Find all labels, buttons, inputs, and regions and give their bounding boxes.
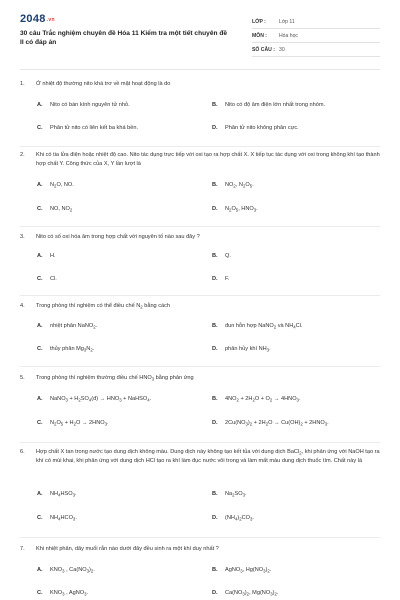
question-text: Khi có tia lửa điện hoặc nhiệt độ cao. Nito tác dụng trực tiếp với oxi tạo ra hợp chất X. X tiếp tục tác dụng với oxi trong không khí tạo thành hợp chất Y. Công thức của X, Y lần lượt là <box>36 152 380 168</box>
option-a[interactable] <box>37 181 74 189</box>
option-text: NaNO$_3$ + $H_2SO_4(đ) \to HNO_3$ + NaHSO$_4$. <box>50 396 152 403</box>
question-1 <box>20 80 385 89</box>
question-2 <box>20 151 385 169</box>
option-letter: C. <box>37 515 43 521</box>
question-number: 2. <box>20 152 25 158</box>
option-d[interactable] <box>212 275 229 283</box>
option-letter: A. <box>37 253 43 259</box>
option-text: NO, $NO_2$ <box>50 206 73 213</box>
meta-table <box>252 15 380 57</box>
option-text: $KNO_3$ , $Ca(NO_3)_2$. <box>50 567 95 574</box>
option-a[interactable] <box>37 252 56 260</box>
option-text: $Na_2SO_3$. <box>225 491 247 498</box>
option-c[interactable] <box>37 514 77 522</box>
question-divider <box>20 226 380 227</box>
meta-row-class <box>252 15 380 29</box>
option-text: Nito có bán kính nguyên tử nhỏ. <box>50 102 130 108</box>
option-d[interactable] <box>212 589 278 597</box>
option-c[interactable] <box>37 275 57 283</box>
option-text: AgNO$_3$, $Hg(NO_3)_2$. <box>225 567 272 574</box>
question-divider <box>20 146 380 147</box>
question-number: 5. <box>20 375 25 381</box>
option-d[interactable] <box>212 205 258 213</box>
option-letter: C. <box>37 276 43 282</box>
option-text: $Ca(NO_3)_2$, $Mg(NO_3)_2$. <box>225 590 279 597</box>
option-text: $N_2O$, NO. <box>50 182 74 189</box>
option-text: $NO_2$, $N_2O_5$. <box>225 182 254 189</box>
page-header <box>0 0 400 62</box>
question-number: 3. <box>20 234 25 240</box>
option-b[interactable] <box>212 395 301 403</box>
option-letter: A. <box>37 491 43 497</box>
option-letter: B. <box>212 491 218 497</box>
option-letter: D. <box>212 590 218 596</box>
option-letter: D. <box>212 276 218 282</box>
option-a[interactable] <box>37 395 151 403</box>
question-6 <box>20 448 385 466</box>
question-divider <box>20 366 380 367</box>
meta-key: LỚP : <box>252 18 266 25</box>
option-letter: A. <box>37 396 43 402</box>
option-letter: D. <box>212 420 218 426</box>
option-text: $4NO_2 + 2H_2O + O_2 \to 4HNO_3$. <box>225 396 301 403</box>
question-text: Trong phòng thí nghiệm thường điều chế $HNO_3$ bằng phản ứng <box>36 375 194 382</box>
meta-row-count <box>252 43 380 57</box>
meta-value: Lớp 11 <box>279 18 295 25</box>
option-a[interactable] <box>37 322 97 330</box>
option-letter: C. <box>37 206 43 212</box>
option-letter: B. <box>212 102 218 108</box>
question-4 <box>20 302 385 311</box>
logo-suffix: .vn <box>46 17 55 23</box>
option-c[interactable] <box>37 419 109 427</box>
option-c[interactable] <box>37 345 94 353</box>
option-text: nhiệt phân NaNO$_2$. <box>50 323 98 330</box>
question-divider <box>20 295 380 296</box>
meta-value: Hóa học <box>279 32 298 39</box>
option-d[interactable] <box>212 419 329 427</box>
option-text: Phân tử nito có liên kết ba khá bền. <box>50 125 139 131</box>
question-number: 7. <box>20 546 25 552</box>
option-letter: D. <box>212 206 218 212</box>
option-text: Cl. <box>50 276 57 282</box>
question-text: Trong phòng thí nghiệm có thể điều chế $N_2$ bằng cách <box>36 303 171 310</box>
option-text: đun hỗn hợp NaNO$_2$ và $NH_4Cl$. <box>225 323 303 330</box>
option-b[interactable] <box>212 252 231 260</box>
option-letter: B. <box>212 323 218 329</box>
option-b[interactable] <box>212 566 271 574</box>
option-c[interactable] <box>37 124 138 132</box>
option-text: thủy phân $Mg_3N_2$. <box>50 346 95 353</box>
option-letter: B. <box>212 253 218 259</box>
question-number: 4. <box>20 303 25 309</box>
question-number: 1. <box>20 81 25 87</box>
option-c[interactable] <box>37 205 72 213</box>
option-a[interactable] <box>37 101 130 109</box>
question-divider <box>20 537 380 538</box>
meta-key: SỐ CÂU : <box>252 46 275 53</box>
option-text: $NH_4HSO_3$. <box>50 491 77 498</box>
meta-key: MÔN : <box>252 32 267 39</box>
option-letter: C. <box>37 420 43 426</box>
logo-text: 2048 <box>20 13 46 25</box>
option-a[interactable] <box>37 490 77 498</box>
option-letter: A. <box>37 182 43 188</box>
option-letter: A. <box>37 323 43 329</box>
meta-row-subject <box>252 29 380 43</box>
option-letter: B. <box>212 396 218 402</box>
site-logo[interactable] <box>20 13 55 25</box>
option-d[interactable] <box>212 514 254 522</box>
option-letter: A. <box>37 567 43 573</box>
option-c[interactable] <box>37 589 88 597</box>
option-text: $NH_4HCO_3$. <box>50 515 77 522</box>
page-title: 30 câu Trắc nghiệm chuyên đề Hóa 11 Kiểm tra một tiết chuyên đề II có đáp án <box>20 30 228 46</box>
question-3 <box>20 233 385 242</box>
option-b[interactable] <box>212 322 303 330</box>
question-5 <box>20 374 385 383</box>
question-text: Khi nhiệt phân, dãy muối rắn nào dưới đây đều sinh ra một khí duy nhất ? <box>36 546 219 552</box>
option-text: Nito có độ âm điện lớn nhất trong nhóm. <box>225 102 326 108</box>
option-letter: B. <box>212 567 218 573</box>
option-letter: A. <box>37 102 43 108</box>
option-letter: C. <box>37 346 43 352</box>
question-text: Hợp chất X tan trong nước tạo dung dịch không màu. Dung dịch này không tạo kết tủa với dung dịch BaCl$_2$, khi phản ứng với NaOH tạo ra khí có mùi khai, khi phản ứng với dung dịch HCl tạo ra khí làm đục nước vôi trong và làm mất màu dung dịch thuốc tím. Chất này là <box>36 449 380 465</box>
option-d[interactable] <box>212 124 299 132</box>
option-a[interactable] <box>37 566 95 574</box>
option-letter: C. <box>37 125 43 131</box>
option-text: $N_2O_5$, $HNO_3$. <box>225 206 258 213</box>
option-text: $2Cu(NO_3)_2 + 2H_2O \to Cu(OH)_2 + 2HNO_3$. <box>225 420 329 427</box>
option-text: $(NH_4)_2CO_3$. <box>225 515 254 522</box>
option-text: phân hủy khí $NH_3$. <box>225 346 271 353</box>
question-text: Nito có số oxi hóa âm trong hợp chất với nguyên tố nào sau đây ? <box>36 234 200 240</box>
header-divider <box>20 69 380 70</box>
option-text: $KNO_3$ , AgNO$_3$. <box>50 590 89 597</box>
question-7 <box>20 545 385 554</box>
meta-value: 30 <box>279 46 285 53</box>
question-divider <box>20 442 380 443</box>
option-b[interactable] <box>212 101 325 109</box>
option-d[interactable] <box>212 345 271 353</box>
option-text: $N_2O_5 + H_2O \to 2HNO_3$. <box>50 420 109 427</box>
option-b[interactable] <box>212 181 254 189</box>
question-number: 6. <box>20 449 25 455</box>
option-letter: D. <box>212 515 218 521</box>
option-letter: B. <box>212 182 218 188</box>
option-letter: C. <box>37 590 43 596</box>
option-text: F. <box>225 276 230 282</box>
option-text: H. <box>50 253 56 259</box>
option-letter: D. <box>212 346 218 352</box>
option-text: Q. <box>225 253 231 259</box>
option-text: Phân tử nito không phân cực. <box>225 125 299 131</box>
option-letter: D. <box>212 125 218 131</box>
option-b[interactable] <box>212 490 247 498</box>
question-text: Ở nhiệt độ thường nito khá trơ về mặt hoạt động là do <box>36 81 171 87</box>
